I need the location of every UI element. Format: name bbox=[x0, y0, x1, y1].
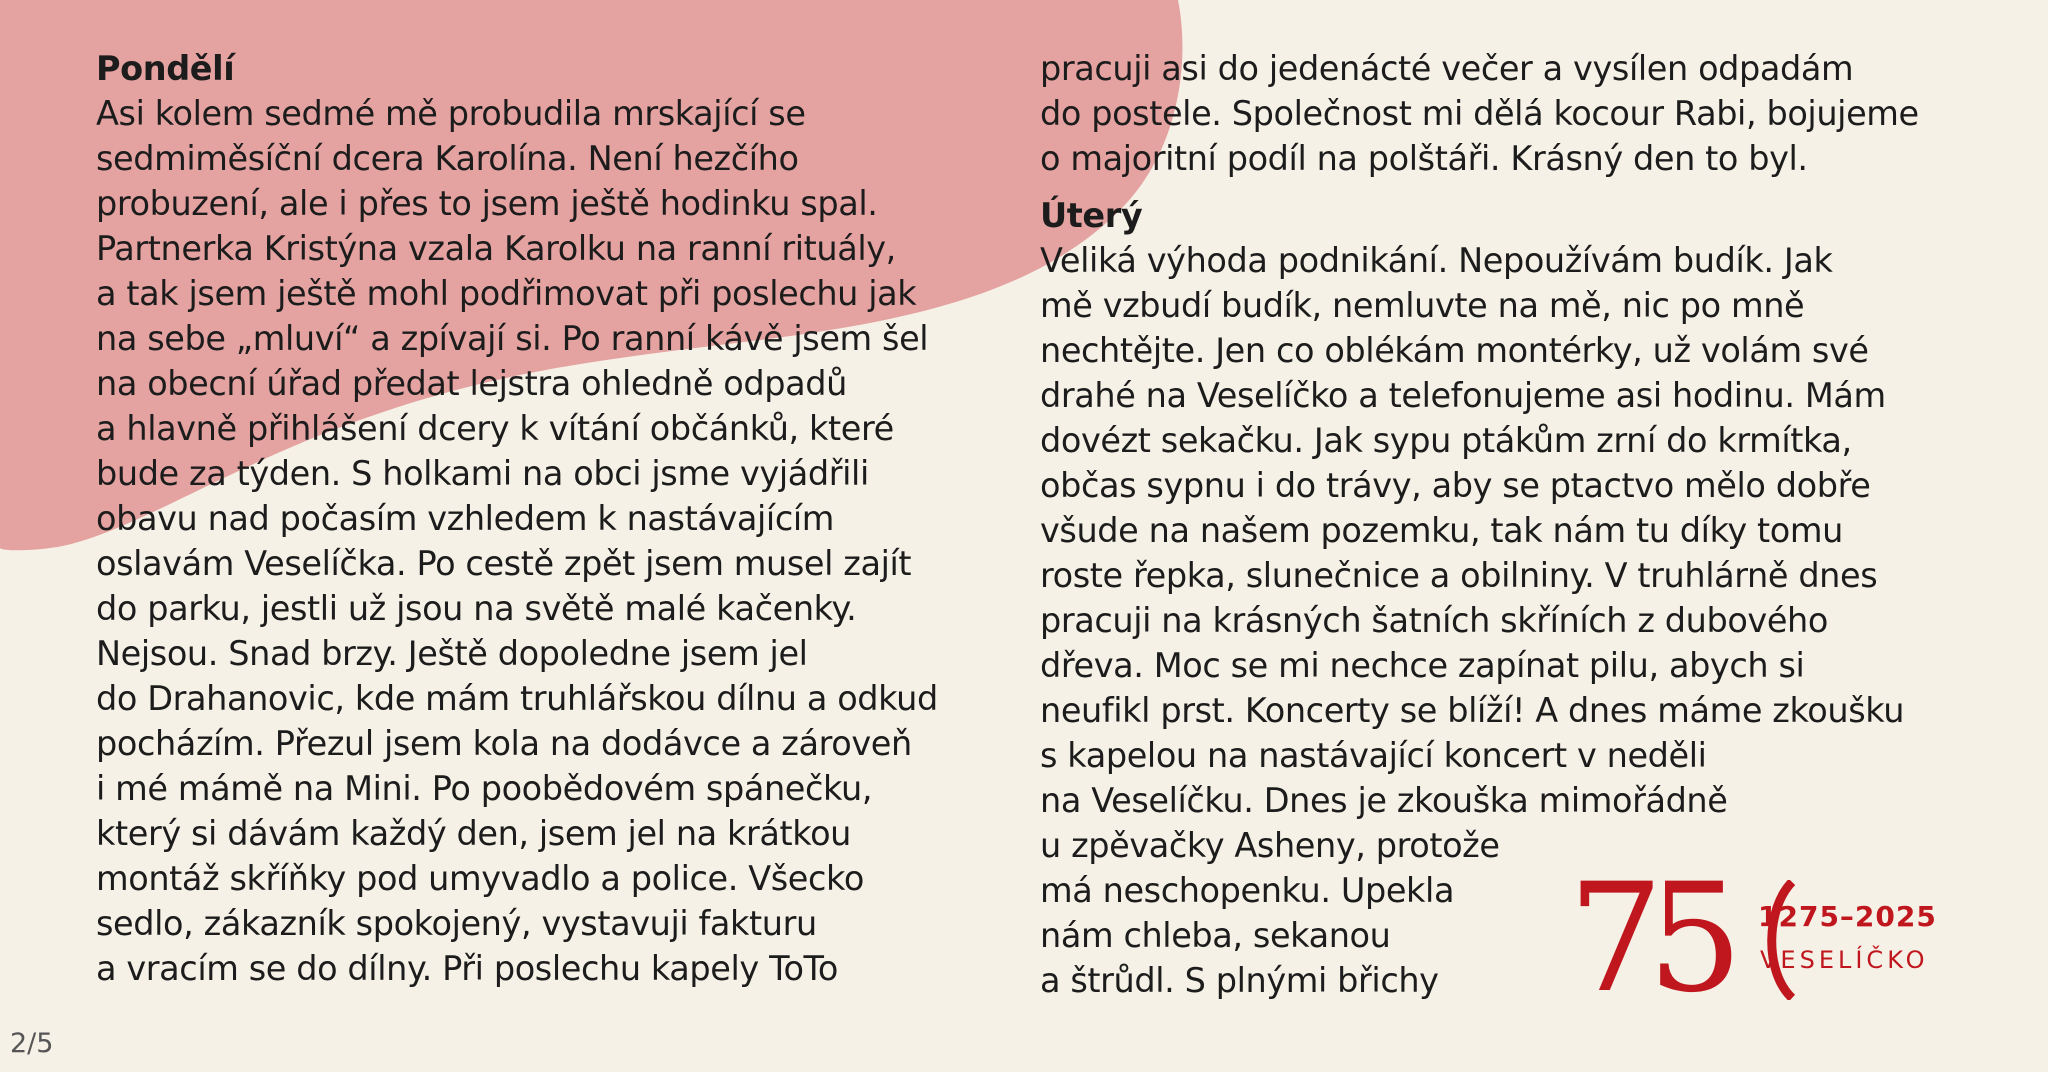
text-line: drahé na Veselíčko a telefonujeme asi hodinu. Mám bbox=[1040, 376, 1886, 415]
text-line: roste řepka, slunečnice a obilniny. V truhlárně dnes bbox=[1040, 556, 1878, 595]
logo-bracket-icon bbox=[1758, 880, 1798, 1000]
monday-text bbox=[96, 91, 938, 991]
text-line: občas sypnu i do trávy, aby se ptactvo mělo dobře bbox=[1040, 466, 1871, 505]
tuesday-heading: Úterý bbox=[1040, 196, 1143, 235]
text-line: obavu nad počasím vzhledem k nastávajícím bbox=[96, 499, 834, 538]
text-line: u zpěvačky Asheny, protože bbox=[1040, 826, 1500, 865]
text-line: o majoritní podíl na polštáři. Krásný den to byl. bbox=[1040, 139, 1808, 178]
text-line: pocházím. Přezul jsem kola na dodávce a zároveň bbox=[96, 724, 912, 763]
monday-column bbox=[96, 46, 938, 991]
text-line: Nejsou. Snad brzy. Ještě dopoledne jsem jel bbox=[96, 634, 808, 673]
anniversary-logo bbox=[1568, 852, 1948, 1026]
text-line: sedlo, zákazník spokojený, vystavuji fakturu bbox=[96, 904, 817, 943]
text-line: oslavám Veselíčka. Po cestě zpět jsem musel zajít bbox=[96, 544, 912, 583]
monday-continuation-text bbox=[1040, 46, 1919, 181]
text-line: na sebe „mluví“ a zpívají si. Po ranní kávě jsem šel bbox=[96, 319, 929, 358]
text-line: Partnerka Kristýna vzala Karolku na ranní rituály, bbox=[96, 229, 896, 268]
text-line: dovézt sekačku. Jak sypu ptákům zrní do krmítka, bbox=[1040, 421, 1852, 460]
text-line: všude na našem pozemku, tak nám tu díky tomu bbox=[1040, 511, 1843, 550]
text-line: pracuji asi do jedenácté večer a vysílen odpadám bbox=[1040, 49, 1854, 88]
text-line: Asi kolem sedmé mě probudila mrskající se bbox=[96, 94, 806, 133]
logo-name: VESELÍČKO bbox=[1760, 946, 1929, 974]
text-line: který si dávám každý den, jsem jel na krátkou bbox=[96, 814, 852, 853]
text-line: do postele. Společnost mi dělá kocour Rabi, bojujeme bbox=[1040, 94, 1919, 133]
page-number: 2/5 bbox=[10, 1028, 54, 1059]
logo-years: 1275–2025 bbox=[1758, 900, 1937, 933]
text-line: pracuji na krásných šatních skříních z dubového bbox=[1040, 601, 1828, 640]
text-line: neufikl prst. Koncerty se blíží! A dnes máme zkoušku bbox=[1040, 691, 1905, 730]
text-line: dřeva. Moc se mi nechce zapínat pilu, abych si bbox=[1040, 646, 1805, 685]
text-line: nechtějte. Jen co oblékám montérky, už volám své bbox=[1040, 331, 1869, 370]
text-line: s kapelou na nastávající koncert v neděli bbox=[1040, 736, 1707, 775]
text-line: do Drahanovic, kde mám truhlářskou dílnu a odkud bbox=[96, 679, 938, 718]
text-line: na obecní úřad předat lejstra ohledně odpadů bbox=[96, 364, 847, 403]
text-line: a hlavně přihlášení dcery k vítání občánků, které bbox=[96, 409, 894, 448]
text-line: bude za týden. S holkami na obci jsme vyjádřili bbox=[96, 454, 869, 493]
text-line: probuzení, ale i přes to jsem ještě hodinku spal. bbox=[96, 184, 878, 223]
logo-number: 75 bbox=[1568, 852, 1727, 1026]
text-line: a tak jsem ještě mohl podřimovat při poslechu jak bbox=[96, 274, 917, 313]
tuesday-column bbox=[1040, 46, 1919, 1003]
text-line: má neschopenku. Upekla bbox=[1040, 871, 1455, 910]
text-line: na Veselíčku. Dnes je zkouška mimořádně bbox=[1040, 781, 1728, 820]
text-line: do parku, jestli už jsou na světě malé kačenky. bbox=[96, 589, 857, 628]
text-line: Veliká výhoda podnikání. Nepoužívám budík. Jak bbox=[1040, 241, 1833, 280]
text-line: nám chleba, sekanou bbox=[1040, 916, 1391, 955]
text-line: i mé mámě na Mini. Po poobědovém spánečku, bbox=[96, 769, 873, 808]
text-line: sedmiměsíční dcera Karolína. Není hezčího bbox=[96, 139, 799, 178]
text-line: a štrůdl. S plnými břichy bbox=[1040, 961, 1439, 1000]
text-line: a vracím se do dílny. Při poslechu kapely ToTo bbox=[96, 949, 839, 988]
monday-heading: Pondělí bbox=[96, 49, 235, 88]
text-line: montáž skříňky pod umyvadlo a police. Všecko bbox=[96, 859, 864, 898]
text-line: mě vzbudí budík, nemluvte na mě, nic po mně bbox=[1040, 286, 1805, 325]
